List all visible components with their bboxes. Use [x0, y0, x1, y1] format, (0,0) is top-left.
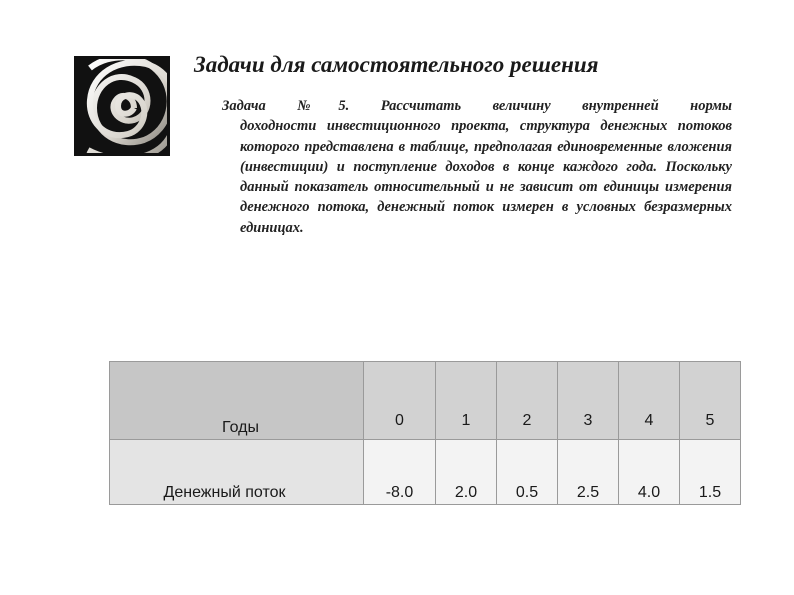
cash-flow-cell: -8.0	[364, 440, 436, 505]
years-row	[110, 362, 741, 440]
task-first-line: Задача №5. Рассчитать величину внутренней нормы	[222, 98, 732, 114]
year-cell: 5	[680, 362, 741, 440]
year-cell: 1	[436, 362, 497, 440]
row-label-years: Годы	[110, 362, 364, 440]
year-cell: 0	[364, 362, 436, 440]
slide-title: Задачи для самостоятельного решения	[194, 52, 599, 77]
cash-flow-table	[109, 361, 741, 505]
cash-flow-cell: 4.0	[619, 440, 680, 505]
row-label-cash-flow: Денежный поток	[110, 440, 364, 505]
cash-flow-cell: 0.5	[497, 440, 558, 505]
year-cell: 2	[497, 362, 558, 440]
task-body: доходности инвестиционного проекта, структура денежных потоков которого представлена в таблице, предполагая единовременные вложения (инвестиции) и поступление доходов в конце каждого года. Поскольку данный показатель относительный и не зависит от единицы измерения денежного потока, денежный поток измерен в условных безразмерных единицах.	[240, 118, 732, 236]
task-text	[222, 96, 732, 238]
cash-flow-cell: 1.5	[680, 440, 741, 505]
cash-flow-cell: 2.0	[436, 440, 497, 505]
cash-flow-cell: 2.5	[558, 440, 619, 505]
year-cell: 3	[558, 362, 619, 440]
spiral-logo-icon	[74, 56, 170, 156]
cash-flow-row	[110, 440, 741, 505]
year-cell: 4	[619, 362, 680, 440]
